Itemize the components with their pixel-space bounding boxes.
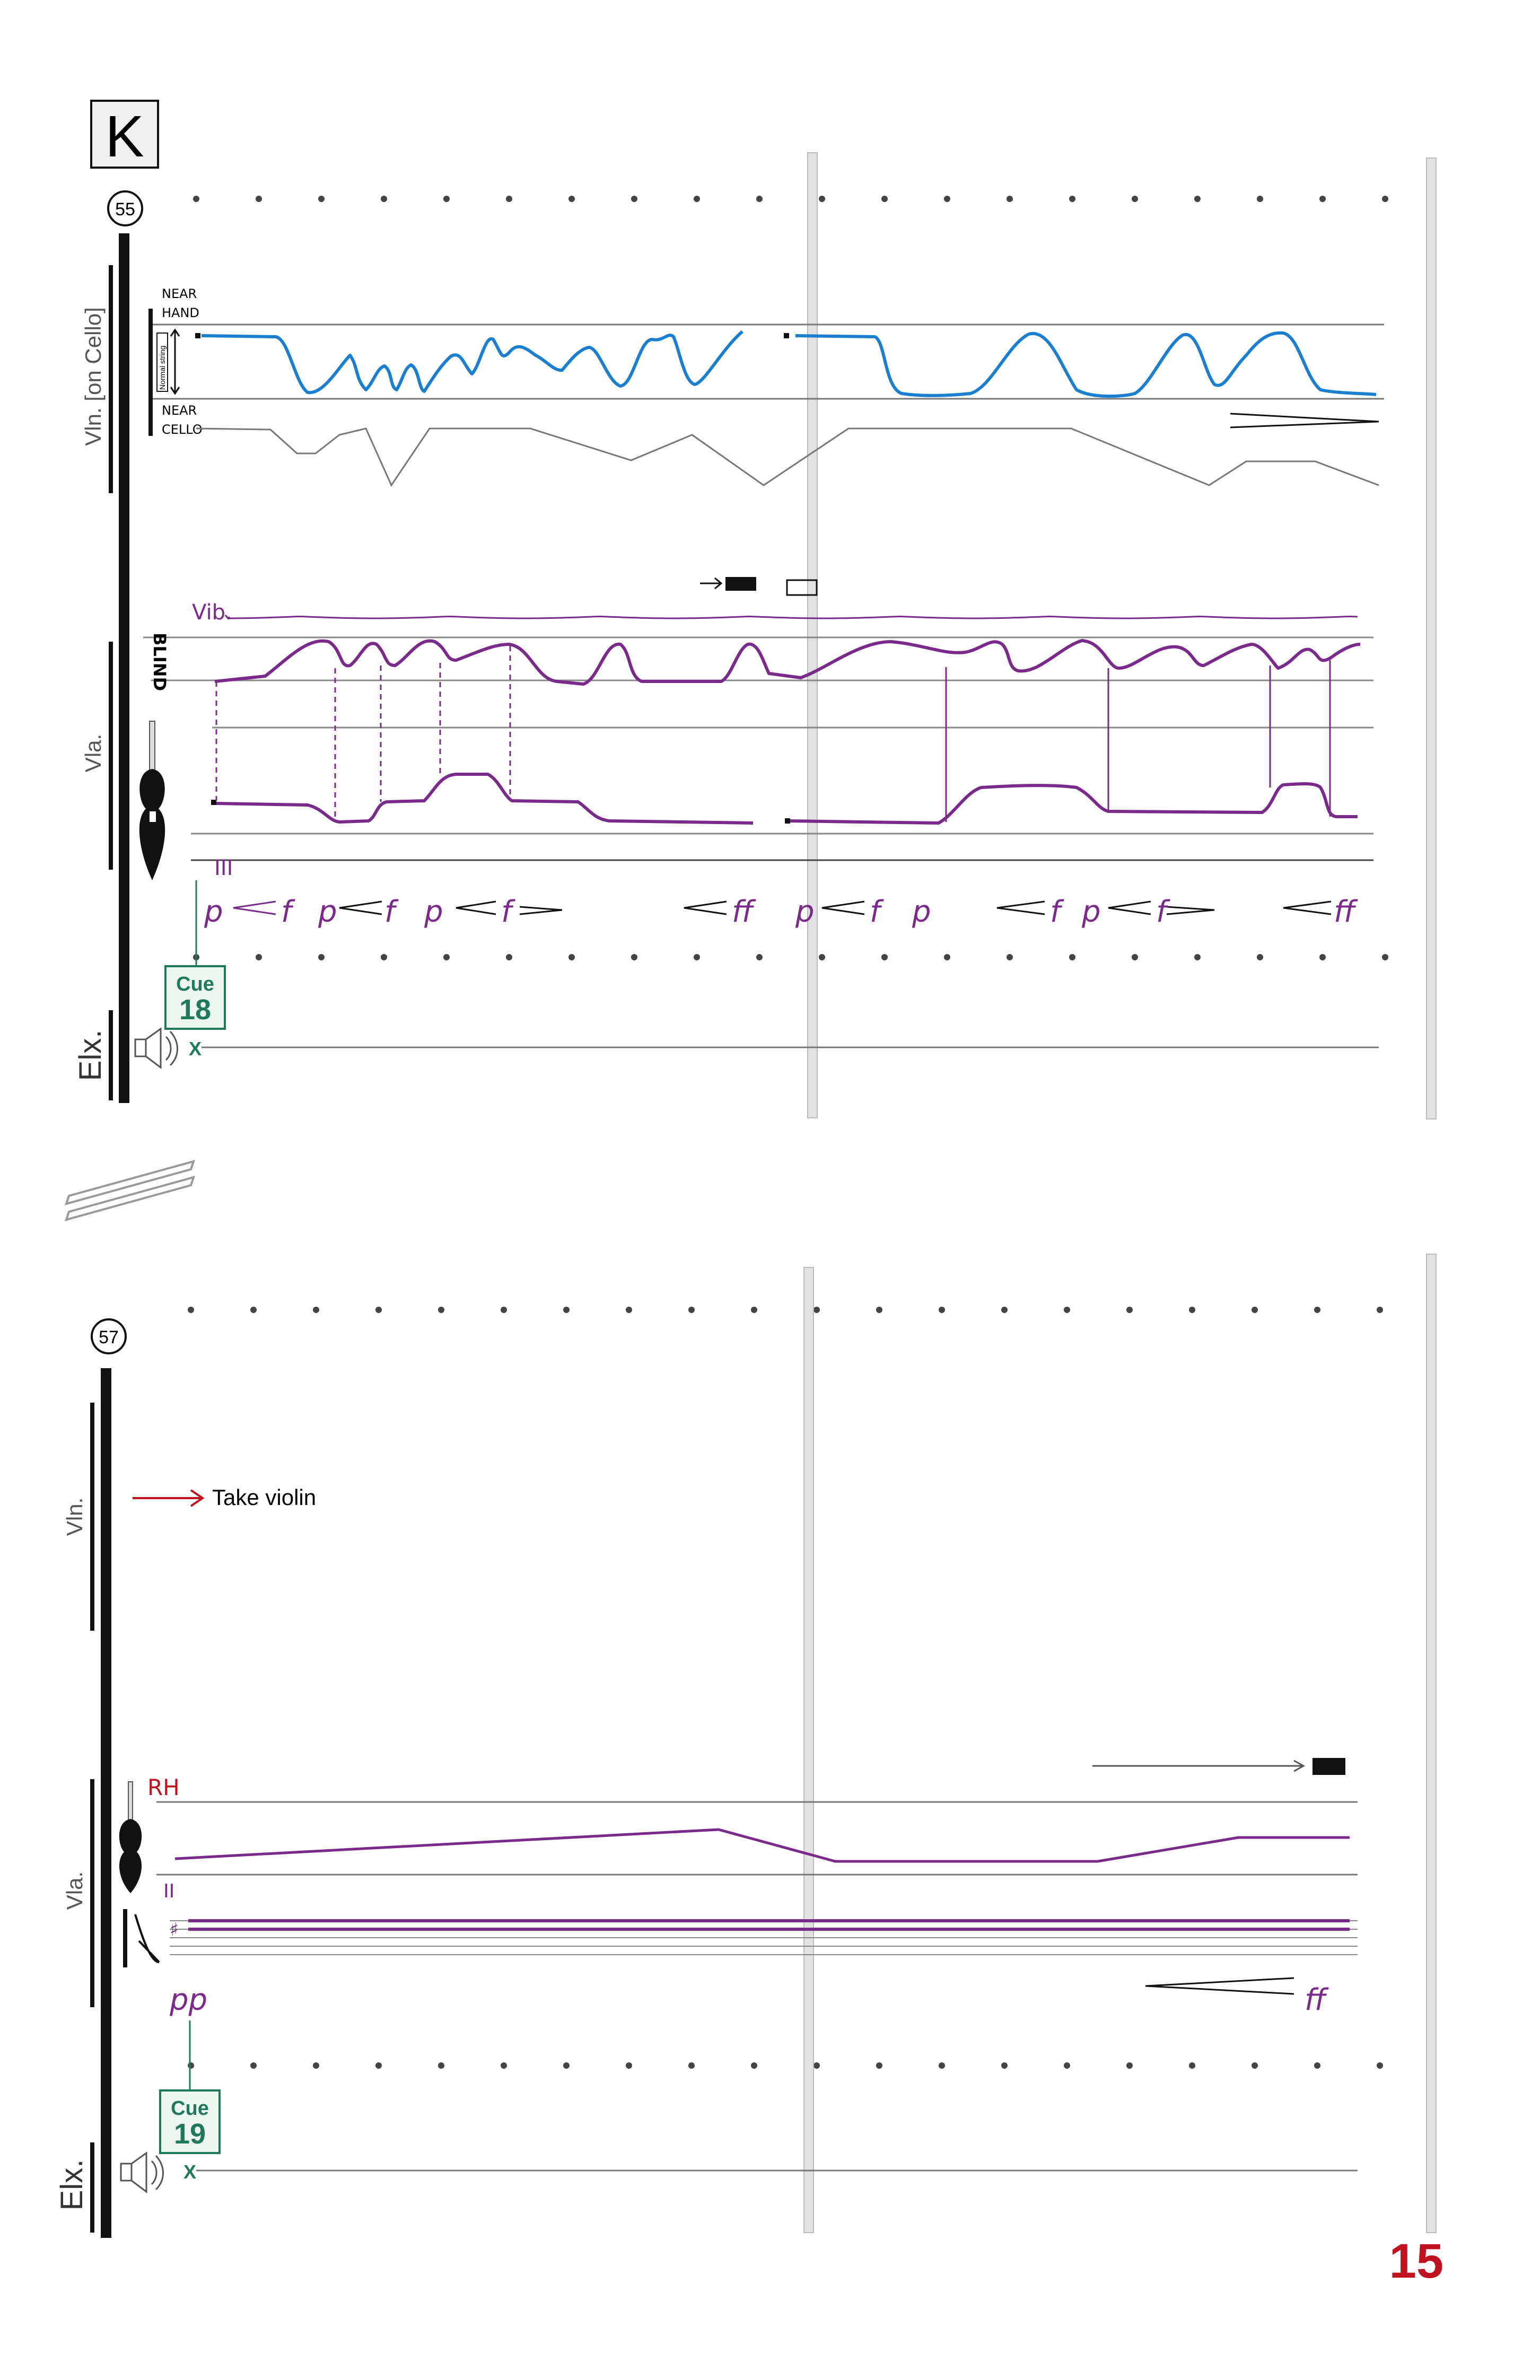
staff-label-violin: Vln. [on Cello] <box>81 307 106 446</box>
staff-bracket <box>148 309 153 436</box>
staff-label-electronics: Elx. <box>73 1029 108 1081</box>
bass-clef-icon <box>135 1914 159 1962</box>
take-violin-instruction: Take violin <box>212 1485 317 1510</box>
measure-bar-end <box>1427 1254 1436 2233</box>
right-hand-label: RH <box>147 1774 180 1800</box>
beat-dot <box>256 196 262 202</box>
beat-dot <box>1194 196 1201 202</box>
beat-dot <box>438 2062 444 2069</box>
viola-staff-bracket <box>90 1779 94 2007</box>
beat-dot <box>1001 2062 1008 2069</box>
beat-dot <box>944 196 950 202</box>
beat-dot <box>631 196 637 202</box>
beat-dot <box>694 954 700 960</box>
viola-staff-bracket <box>109 642 113 870</box>
beat-dot <box>1189 1307 1195 1313</box>
svg-text:57: 57 <box>99 1327 119 1348</box>
beat-dot <box>626 2062 632 2069</box>
viola-bow-contour <box>175 1830 1350 1861</box>
beat-dot <box>1064 1307 1070 1313</box>
blind-label: BLIND <box>150 632 170 692</box>
dynamic-marking: ff <box>1334 895 1355 929</box>
beat-dot <box>438 1307 444 1313</box>
diminuendo-hairpin <box>1145 1978 1294 1994</box>
beat-dot <box>1132 196 1138 202</box>
staff-label-violin: Vln. <box>62 1497 87 1536</box>
beat-dot <box>501 2062 507 2069</box>
beat-dot <box>1382 954 1388 960</box>
svg-text:K: K <box>105 104 144 169</box>
beat-dot <box>939 2062 945 2069</box>
beat-dot <box>188 1307 194 1313</box>
cue-box-19[interactable] <box>160 2090 220 2153</box>
beat-dot <box>1001 1307 1008 1313</box>
beat-dots-top <box>193 196 1388 202</box>
beat-dot <box>1007 954 1013 960</box>
beat-dot <box>250 2062 257 2069</box>
beat-dot <box>1377 1307 1383 1313</box>
measure-number-55 <box>108 191 142 225</box>
beat-dot <box>1064 2062 1070 2069</box>
beat-dots-mid <box>188 2062 1383 2069</box>
beat-dot <box>1252 2062 1258 2069</box>
beat-dot <box>318 196 325 202</box>
beat-dot <box>819 196 825 202</box>
svg-text:Cue: Cue <box>176 973 214 995</box>
beat-dot <box>381 196 387 202</box>
staff-bracket <box>123 1909 127 1967</box>
beat-dot <box>375 1307 382 1313</box>
dynamic-marking: f <box>501 895 512 929</box>
bow-speed-line <box>196 428 1379 485</box>
beat-dot <box>568 954 575 960</box>
staff-label-viola: Vla. <box>81 733 106 773</box>
staff-label-electronics: Elx. <box>55 2159 89 2211</box>
dynamic-marking: f <box>384 895 395 929</box>
beat-dot <box>1319 196 1326 202</box>
cue-box-18[interactable] <box>165 966 225 1029</box>
viola-icon <box>119 1782 142 1893</box>
beat-dot <box>443 196 450 202</box>
beat-dot <box>626 1307 632 1313</box>
beat-dot <box>751 1307 757 1313</box>
beat-dot <box>756 954 763 960</box>
full-pressure-block <box>1312 1758 1345 1775</box>
beat-dot <box>813 1307 820 1313</box>
beat-dot <box>1126 1307 1133 1313</box>
beat-dot <box>1189 2062 1195 2069</box>
beat-dot <box>256 954 262 960</box>
system-bracket <box>101 1368 111 2238</box>
violin-staff-bracket <box>90 1403 94 1631</box>
fingering-staff <box>170 1921 1358 1955</box>
dynamic-marking: f <box>1050 895 1061 929</box>
dynamic-marking: p <box>912 895 931 929</box>
speaker-icon <box>121 2153 163 2192</box>
beat-dot <box>1314 1307 1320 1313</box>
beat-dot <box>631 954 637 960</box>
take-violin-arrow <box>133 1490 203 1506</box>
viola-icon <box>139 721 165 880</box>
beat-dot <box>501 1307 507 1313</box>
beat-dot <box>939 1307 945 1313</box>
dynamic-marking: p <box>318 895 337 929</box>
beat-dot <box>568 196 575 202</box>
beat-dot <box>813 2062 820 2069</box>
beat-dot <box>876 1307 882 1313</box>
beat-dot <box>1377 2062 1383 2069</box>
dynamic-marking: f <box>1156 895 1167 929</box>
viola-lower-contour <box>216 774 1358 823</box>
cue-marker: X <box>188 1038 202 1060</box>
dashed-connectors <box>216 646 510 821</box>
beat-dot <box>881 954 888 960</box>
measure-bar <box>808 153 817 1118</box>
elx-staff-bracket <box>90 2142 94 2233</box>
measure-number-57 <box>92 1319 126 1353</box>
beat-dot <box>1252 1307 1258 1313</box>
beat-dot <box>881 196 888 202</box>
violin-bow-position-line <box>202 331 1376 396</box>
dynamic-marking: ff <box>732 895 754 929</box>
svg-text:18: 18 <box>179 994 212 1026</box>
dynamic-marking: p <box>204 895 223 929</box>
dynamic-marking: p <box>795 895 815 929</box>
beat-dot <box>876 2062 882 2069</box>
beat-dot <box>688 1307 695 1313</box>
beat-dot <box>1382 196 1388 202</box>
speaker-icon <box>135 1029 178 1068</box>
vibrato-label: Vib. <box>192 600 232 625</box>
measure-bar-end <box>1427 158 1436 1119</box>
arrow-icon <box>700 578 721 589</box>
beat-dot <box>694 196 700 202</box>
beat-dot <box>381 954 387 960</box>
beat-dot <box>563 2062 570 2069</box>
dynamic-marking: ff <box>1305 1983 1326 2017</box>
beat-dot <box>188 2062 194 2069</box>
svg-text:55: 55 <box>115 199 135 220</box>
dynamics-row <box>204 895 1358 929</box>
violin-staff-bracket <box>109 265 113 493</box>
cue-marker: X <box>183 2161 197 2183</box>
diminuendo-hairpin <box>1230 414 1379 427</box>
beat-dot <box>1007 196 1013 202</box>
vibrato-line <box>225 615 1358 618</box>
sharp-sign: ♯ <box>170 1919 179 1940</box>
beat-dot <box>1257 196 1263 202</box>
beat-dot <box>756 196 763 202</box>
position-top-label: NEAR HAND <box>162 286 199 320</box>
beat-dot <box>313 1307 319 1313</box>
string-number: III <box>214 856 233 880</box>
beat-dot <box>506 954 512 960</box>
position-bottom-label: NEAR CELLO <box>162 403 203 437</box>
beat-dot <box>944 954 950 960</box>
beat-dot <box>193 196 199 202</box>
dynamic-marking: pp <box>170 1983 208 2017</box>
system-separator <box>66 1161 194 1220</box>
beat-dot <box>1069 196 1075 202</box>
bow-pressure-label: Normal string <box>158 345 167 390</box>
beat-dot <box>1194 954 1201 960</box>
dynamic-marking: f <box>281 895 292 929</box>
beat-dots-top <box>188 1307 1383 1313</box>
elx-staff-bracket <box>109 1010 113 1100</box>
beat-dot <box>1126 2062 1133 2069</box>
beat-dot <box>506 196 512 202</box>
dynamic-marking: p <box>1082 895 1101 929</box>
beat-dot <box>751 2062 757 2069</box>
beat-dot <box>819 954 825 960</box>
dynamic-marking: p <box>424 895 443 929</box>
system-bracket <box>119 233 129 1103</box>
rehearsal-mark <box>91 101 158 169</box>
beat-dot <box>1257 954 1263 960</box>
beat-dot <box>443 954 450 960</box>
beat-dot <box>318 954 325 960</box>
beat-dot <box>1314 2062 1320 2069</box>
full-pressure-block <box>725 577 756 591</box>
beat-dot <box>688 2062 695 2069</box>
viola-bow-contour <box>215 641 1360 684</box>
beat-dot <box>563 1307 570 1313</box>
beat-dots-mid <box>193 954 1388 960</box>
staff-label-viola: Vla. <box>62 1871 87 1910</box>
svg-text:19: 19 <box>173 2118 206 2150</box>
dynamic-marking: f <box>870 895 880 929</box>
string-number: II <box>163 1880 175 1902</box>
beat-dot <box>1132 954 1138 960</box>
beat-dot <box>375 2062 382 2069</box>
beat-dot <box>313 2062 319 2069</box>
beat-dot <box>250 1307 257 1313</box>
svg-text:Cue: Cue <box>171 2097 209 2120</box>
page-number: 15 <box>1389 2234 1443 2288</box>
measure-bar <box>804 1267 813 2233</box>
beat-dot <box>1069 954 1075 960</box>
beat-dot <box>1319 954 1326 960</box>
